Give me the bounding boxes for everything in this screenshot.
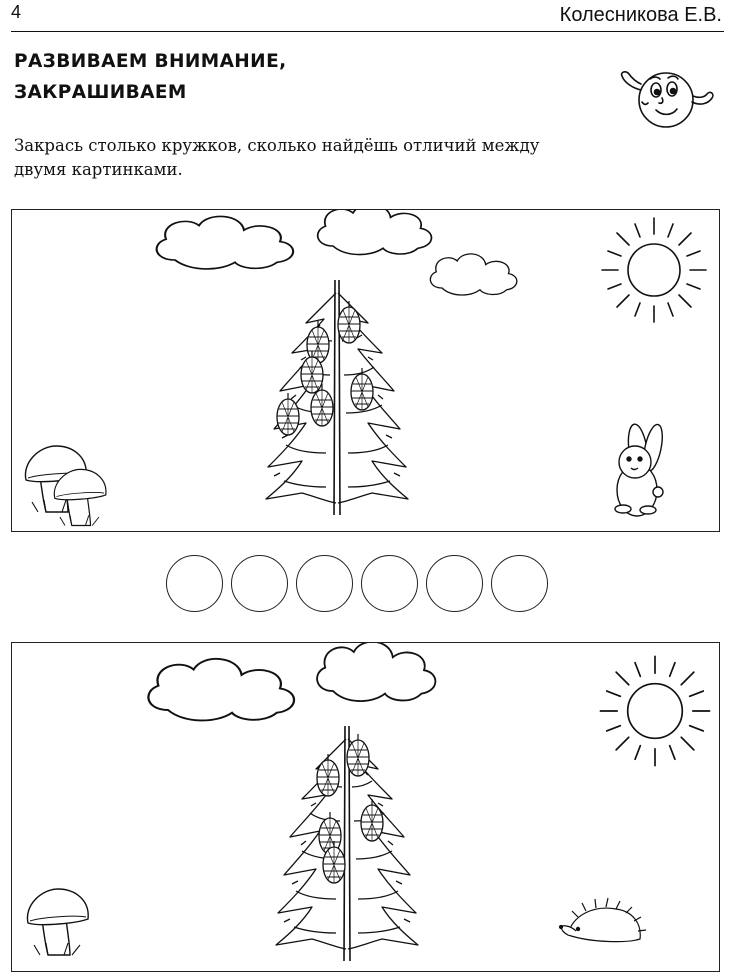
instruction-text [14,134,594,182]
sun-icon [602,218,706,322]
cloud-center-icon [317,643,435,701]
page-title [14,46,287,108]
title-line-1: РАЗВИВАЕМ ВНИМАНИЕ, [14,51,287,72]
pine-cone-icon [347,734,369,776]
author-name: Колесникова Е.В. [559,4,722,26]
instruction-line-2: двумя картинками. [14,160,183,179]
cloud-center-icon [318,210,432,255]
answer-circles [166,555,546,615]
picture-top [11,209,720,532]
cloud-left-icon [157,216,294,268]
answer-circle[interactable] [361,555,418,612]
answer-circle[interactable] [231,555,288,612]
pine-cone-icon [338,301,360,343]
cloud-right-icon [430,254,516,295]
answer-circle[interactable] [491,555,548,612]
fir-tree-icon [266,280,408,515]
instruction-line-1: Закрась столько кружков, сколько найдёшь отличий между [14,136,540,155]
page-number: 4 [11,2,22,22]
hedgehog-icon [560,898,647,942]
pine-cone-icon [317,754,339,796]
picture-bottom [11,642,720,972]
answer-circle[interactable] [426,555,483,612]
mushroom-icon [27,889,88,955]
answer-circle[interactable] [166,555,223,612]
pine-cone-icon [361,799,383,841]
header-divider [11,31,724,32]
cloud-left-icon [148,659,294,721]
kolobok-mascot-icon [612,60,722,136]
mushroom-icon [54,469,106,525]
sun-icon [600,656,709,765]
title-line-2: ЗАКРАШИВАЕМ [14,82,187,103]
pine-cone-icon [277,393,299,435]
rabbit-icon [615,423,666,516]
answer-circle[interactable] [296,555,353,612]
